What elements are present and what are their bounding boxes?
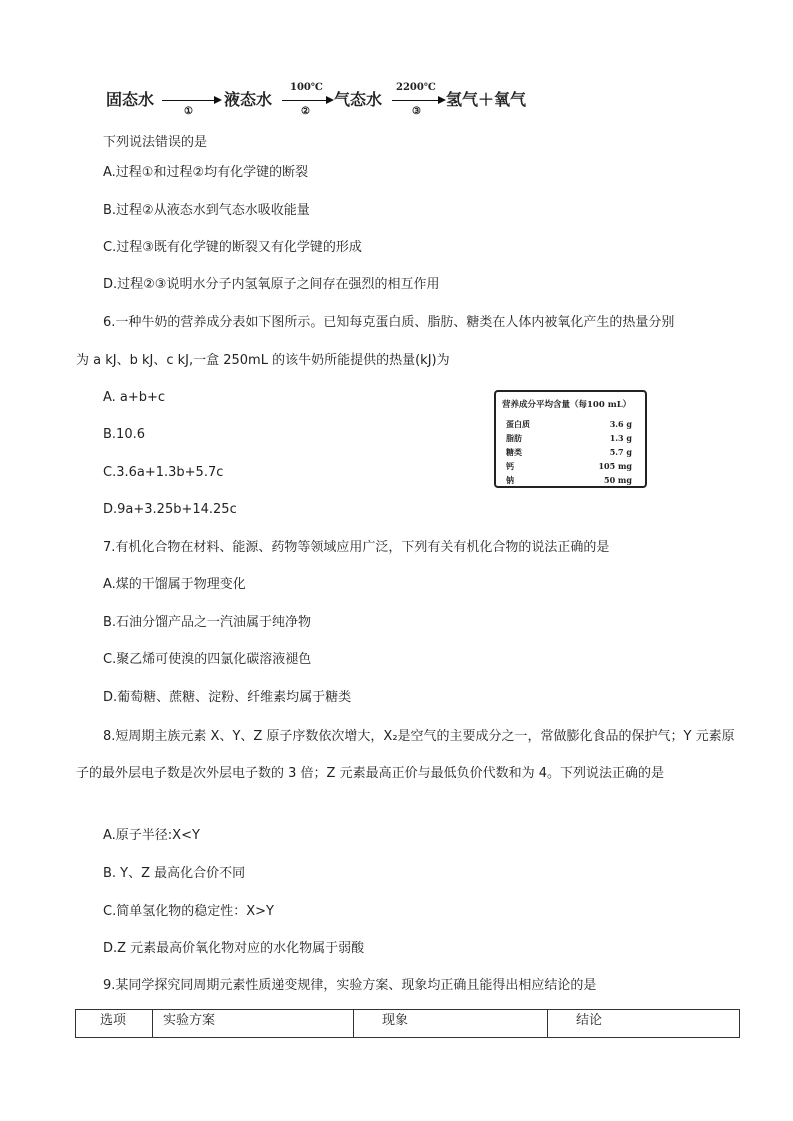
q8-option-b: B. Y、Z 最高化合价不同 bbox=[103, 866, 246, 881]
q5-option-c: C.过程③既有化学键的断裂又有化学键的形成 bbox=[103, 240, 362, 255]
nutrition-facts-table bbox=[494, 390, 647, 488]
liquid-water-label: 液态水 bbox=[224, 90, 273, 109]
arrow-1 bbox=[162, 100, 220, 101]
arrow-2-step: ② bbox=[301, 106, 310, 117]
nutrient-name: 脂肪 bbox=[506, 433, 522, 443]
q8-option-d: D.Z 元素最高价氧化物对应的水化物属于弱酸 bbox=[103, 941, 365, 956]
q7-option-d: D.葡萄糖、蔗糖、淀粉、纤维素均属于糖类 bbox=[103, 690, 352, 705]
arrow-3-condition: 2200℃ bbox=[396, 82, 436, 93]
q6-option-a: A. a+b+c bbox=[103, 390, 166, 405]
header-conclusion: 结论 bbox=[548, 1010, 740, 1038]
nutrient-name: 蛋白质 bbox=[506, 419, 530, 429]
arrow-1-step: ① bbox=[184, 106, 193, 117]
q5-option-b: B.过程②从液态水到气态水吸收能量 bbox=[103, 203, 310, 218]
q6-stem-line1: 6.一种牛奶的营养成分表如下图所示。已知每克蛋白质、脂肪、糖类在人体内被氧化产生的热量分别 bbox=[103, 315, 675, 330]
q6-stem-line2: 为 a kJ、b kJ、c kJ,一盒 250mL 的该牛奶所能提供的热量(kJ)为 bbox=[76, 353, 450, 368]
nutrition-row bbox=[506, 474, 632, 486]
q7-option-a: A.煤的干馏属于物理变化 bbox=[103, 577, 246, 592]
solid-water-label: 固态水 bbox=[106, 90, 155, 109]
water-decomposition-diagram bbox=[106, 78, 546, 122]
q7-stem: 7.有机化合物在材料、能源、药物等领域应用广泛，下列有关有机化合物的说法正确的是 bbox=[103, 540, 610, 555]
arrow-2-condition: 100℃ bbox=[290, 82, 323, 93]
nutrition-table-title: 营养成分平均含量（每100 mL） bbox=[502, 400, 632, 410]
nutrient-name: 糖类 bbox=[506, 447, 522, 457]
q6-option-d: D.9a+3.25b+14.25c bbox=[103, 502, 237, 517]
gaseous-water-label: 气态水 bbox=[334, 90, 383, 109]
q5-option-d: D.过程②③说明水分子内氢氧原子之间存在强烈的相互作用 bbox=[103, 277, 440, 292]
nutrient-value: 5.7 g bbox=[609, 447, 632, 457]
header-plan: 实验方案 bbox=[153, 1010, 354, 1038]
q8-option-c: C.简单氢化物的稳定性：X>Y bbox=[103, 904, 274, 919]
arrow-3 bbox=[392, 100, 444, 101]
header-phenomenon: 现象 bbox=[354, 1010, 548, 1038]
products-label: 氢气＋氧气 bbox=[446, 90, 527, 109]
q7-option-b: B.石油分馏产品之一汽油属于纯净物 bbox=[103, 615, 312, 630]
nutrition-row bbox=[506, 446, 632, 458]
q8-stem: 8.短周期主族元素 X、Y、Z 原子序数依次增大，X₂是空气的主要成分之一，常做膨化食品的保护气；Y 元素原子的最外层电子数是次外层电子数的 3 倍；Z 元素最高正价与最低负价代数和为 4。下列说法正确的是 bbox=[76, 729, 735, 781]
arrow-2 bbox=[282, 100, 332, 101]
q6-option-b: B.10.6 bbox=[103, 427, 145, 442]
q9-table bbox=[75, 1009, 740, 1038]
nutrient-value: 50 mg bbox=[604, 475, 632, 485]
nutrient-value: 1.3 g bbox=[609, 433, 632, 443]
q9-stem: 9.某同学探究同周期元素性质递变规律，实验方案、现象均正确且能得出相应结论的是 bbox=[103, 978, 597, 993]
arrow-3-step: ③ bbox=[412, 106, 421, 117]
nutrient-name: 钠 bbox=[506, 475, 514, 485]
nutrition-row bbox=[506, 460, 632, 472]
nutrient-value: 3.6 g bbox=[609, 419, 632, 429]
q6-option-c: C.3.6a+1.3b+5.7c bbox=[103, 465, 224, 480]
nutrient-value: 105 mg bbox=[598, 461, 632, 471]
q8-option-a: A.原子半径:X<Y bbox=[103, 828, 200, 843]
q5-option-a: A.过程①和过程②均有化学键的断裂 bbox=[103, 165, 309, 180]
header-option: 选项 bbox=[76, 1010, 153, 1038]
nutrition-row bbox=[506, 432, 632, 444]
q5-stem: 下列说法错误的是 bbox=[103, 135, 208, 150]
nutrient-name: 钙 bbox=[506, 461, 514, 471]
nutrition-row bbox=[506, 418, 632, 430]
q7-option-c: C.聚乙烯可使溴的四氯化碳溶液褪色 bbox=[103, 652, 312, 667]
q9-table-header-row bbox=[76, 1010, 740, 1038]
